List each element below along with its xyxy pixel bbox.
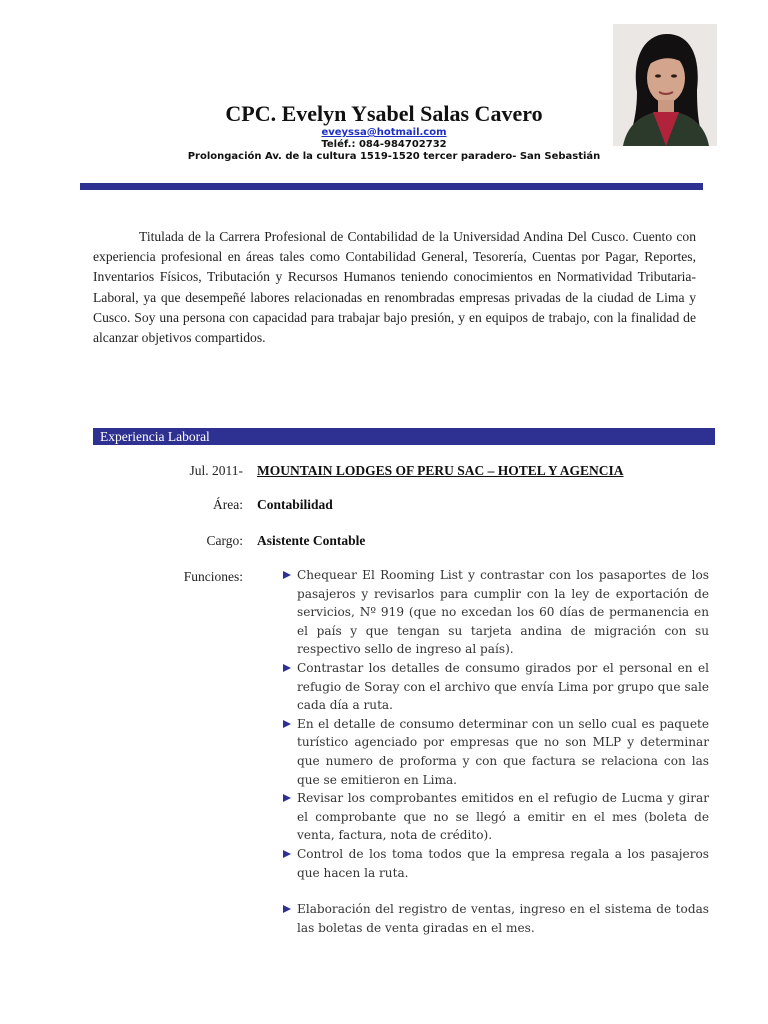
- duty-text: Elaboración del registro de ventas, ingreso en el sistema de todas las boletas de venta giradas en el mes.: [297, 902, 709, 935]
- address: Prolongación Av. de la cultura 1519-1520 tercer paradero- San Sebastián: [187, 151, 601, 162]
- list-item: [283, 845, 709, 882]
- position-label: Cargo:: [206, 533, 243, 548]
- candidate-name: CPC. Evelyn Ysabel Salas Cavero: [225, 101, 543, 126]
- bullet-arrow-icon: [283, 571, 291, 579]
- list-item: [283, 659, 709, 715]
- section-title: Experiencia Laboral: [100, 429, 210, 444]
- duty-text: Control de los toma todos que la empresa regala a los pasajeros que hacen la ruta.: [297, 846, 709, 880]
- duty-text: En el detalle de consumo determinar con un sello cual es paquete turístico agenciado por empresas que no son MLP y determinar que numero de proforma y con que factura se relaciona con las que se emitieron en Lima.: [297, 716, 709, 787]
- list-item: [283, 789, 709, 845]
- company-name: MOUNTAIN LODGES OF PERU SAC – HOTEL Y AGENCIA: [257, 463, 624, 478]
- list-item: [283, 715, 709, 789]
- area-value: Contabilidad: [257, 497, 333, 512]
- date-label: Jul. 2011-: [189, 463, 243, 478]
- bullet-arrow-icon: [283, 905, 291, 913]
- header-divider: [80, 183, 703, 190]
- duty-text: Contrastar los detalles de consumo girados por el personal en el refugio de Soray con el archivo que envía Lima por grupo que sale cada día a ruta.: [297, 660, 709, 713]
- duties-label: Funciones:: [183, 569, 243, 584]
- bullet-arrow-icon: [283, 794, 291, 802]
- list-item: [283, 900, 709, 937]
- email-link[interactable]: eveyssa@hotmail.com: [321, 127, 447, 138]
- bullet-arrow-icon: [283, 850, 291, 858]
- experience-section-header: [93, 428, 715, 445]
- area-label: Área:: [213, 497, 243, 512]
- list-item: [283, 566, 709, 659]
- position-value: Asistente Contable: [257, 533, 366, 548]
- bullet-arrow-icon: [283, 664, 291, 672]
- duties-list: [283, 566, 709, 937]
- duty-text: Chequear El Rooming List y contrastar con los pasaportes de los pasajeros y revisarlos para cumplir con la ley de exportación de servicios, Nº 919 (que no excedan los 60 días de permanencia en el país y que tengan su tarjeta andina de migración con su respectivo sello de ingreso al país).: [297, 568, 709, 657]
- profile-summary: Titulada de la Carrera Profesional de Contabilidad de la Universidad Andina Del Cusco. Cuento con experiencia profesional en áreas tales como Contabilidad General, Tesorería, Cuentas por Pagar, Reportes, Inventarios Físicos, Tributación y Recursos Humanos teniendo conocimientos en Normatividad Tributaria-Laboral, ya que desempeñé labores relacionadas en renombradas empresas privadas de la ciudad de Lima y Cusco. Soy una persona con capacidad para trabajar bajo presión, y en equipos de trabajo, con la finalidad de alcanzar objetivos compartidos.: [93, 229, 696, 346]
- bullet-arrow-icon: [283, 720, 291, 728]
- duty-text: Revisar los comprobantes emitidos en el refugio de Lucma y girar el comprobante que no se llegó a emitir en el mes (boleta de venta, factura, nota de crédito).: [297, 791, 709, 843]
- phone-number: Teléf.: 084-984702732: [321, 139, 447, 150]
